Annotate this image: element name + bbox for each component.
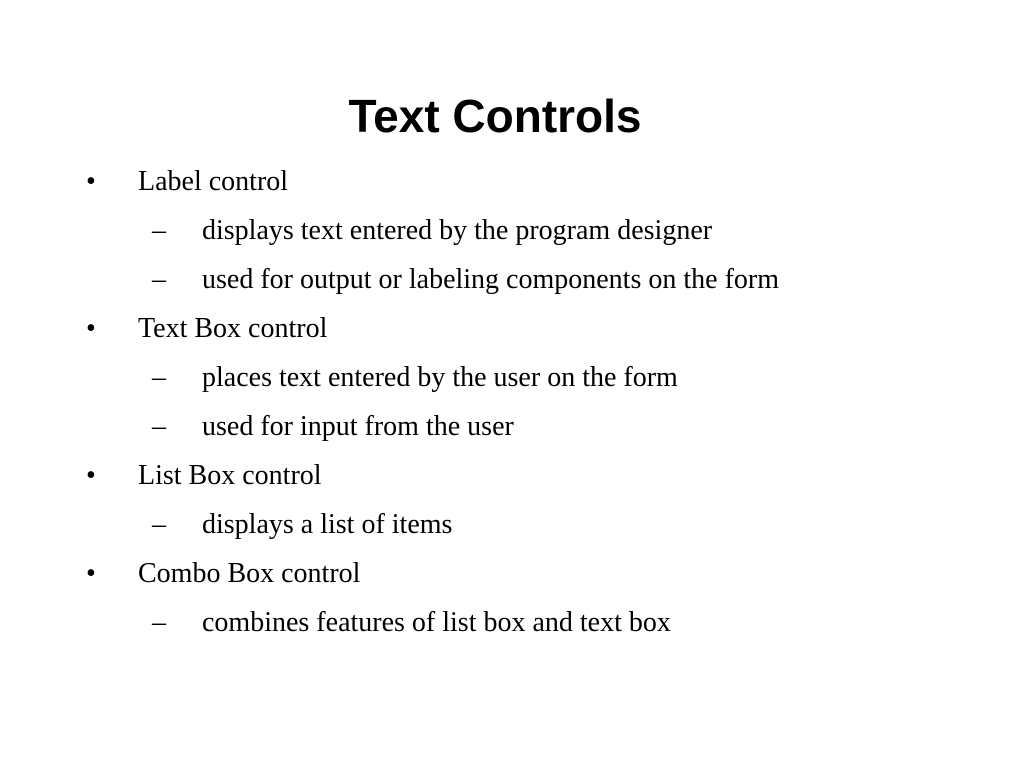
dash-marker: – <box>152 411 166 442</box>
bullet-marker: • <box>86 313 96 344</box>
bullet-list <box>0 160 1024 650</box>
bullet-marker: • <box>86 166 96 197</box>
sub-bullet-item <box>0 503 1024 552</box>
sub-bullet-text: combines features of list box and text box <box>202 607 671 638</box>
bullet-item <box>0 454 1024 503</box>
sub-bullet-item <box>0 258 1024 307</box>
bullet-item <box>0 307 1024 356</box>
dash-marker: – <box>152 607 166 638</box>
sub-bullet-text: used for output or labeling components on the form <box>202 264 779 295</box>
sub-bullet-text: used for input from the user <box>202 411 514 442</box>
bullet-text: Text Box control <box>138 313 328 344</box>
dash-marker: – <box>152 264 166 295</box>
dash-marker: – <box>152 215 166 246</box>
slide-title: Text Controls <box>348 90 642 142</box>
sub-bullet-item <box>0 601 1024 650</box>
bullet-item <box>0 552 1024 601</box>
bullet-item <box>0 160 1024 209</box>
sub-bullet-item <box>0 356 1024 405</box>
sub-bullet-text: displays text entered by the program designer <box>202 215 713 246</box>
sub-bullet-text: displays a list of items <box>202 509 453 540</box>
bullet-marker: • <box>86 558 96 589</box>
bullet-text: Combo Box control <box>138 558 361 589</box>
sub-bullet-item <box>0 405 1024 454</box>
dash-marker: – <box>152 362 166 393</box>
bullet-text: Label control <box>138 166 289 197</box>
sub-bullet-item <box>0 209 1024 258</box>
bullet-text: List Box control <box>138 460 322 491</box>
bullet-marker: • <box>86 460 96 491</box>
sub-bullet-text: places text entered by the user on the form <box>202 362 678 393</box>
dash-marker: – <box>152 509 166 540</box>
